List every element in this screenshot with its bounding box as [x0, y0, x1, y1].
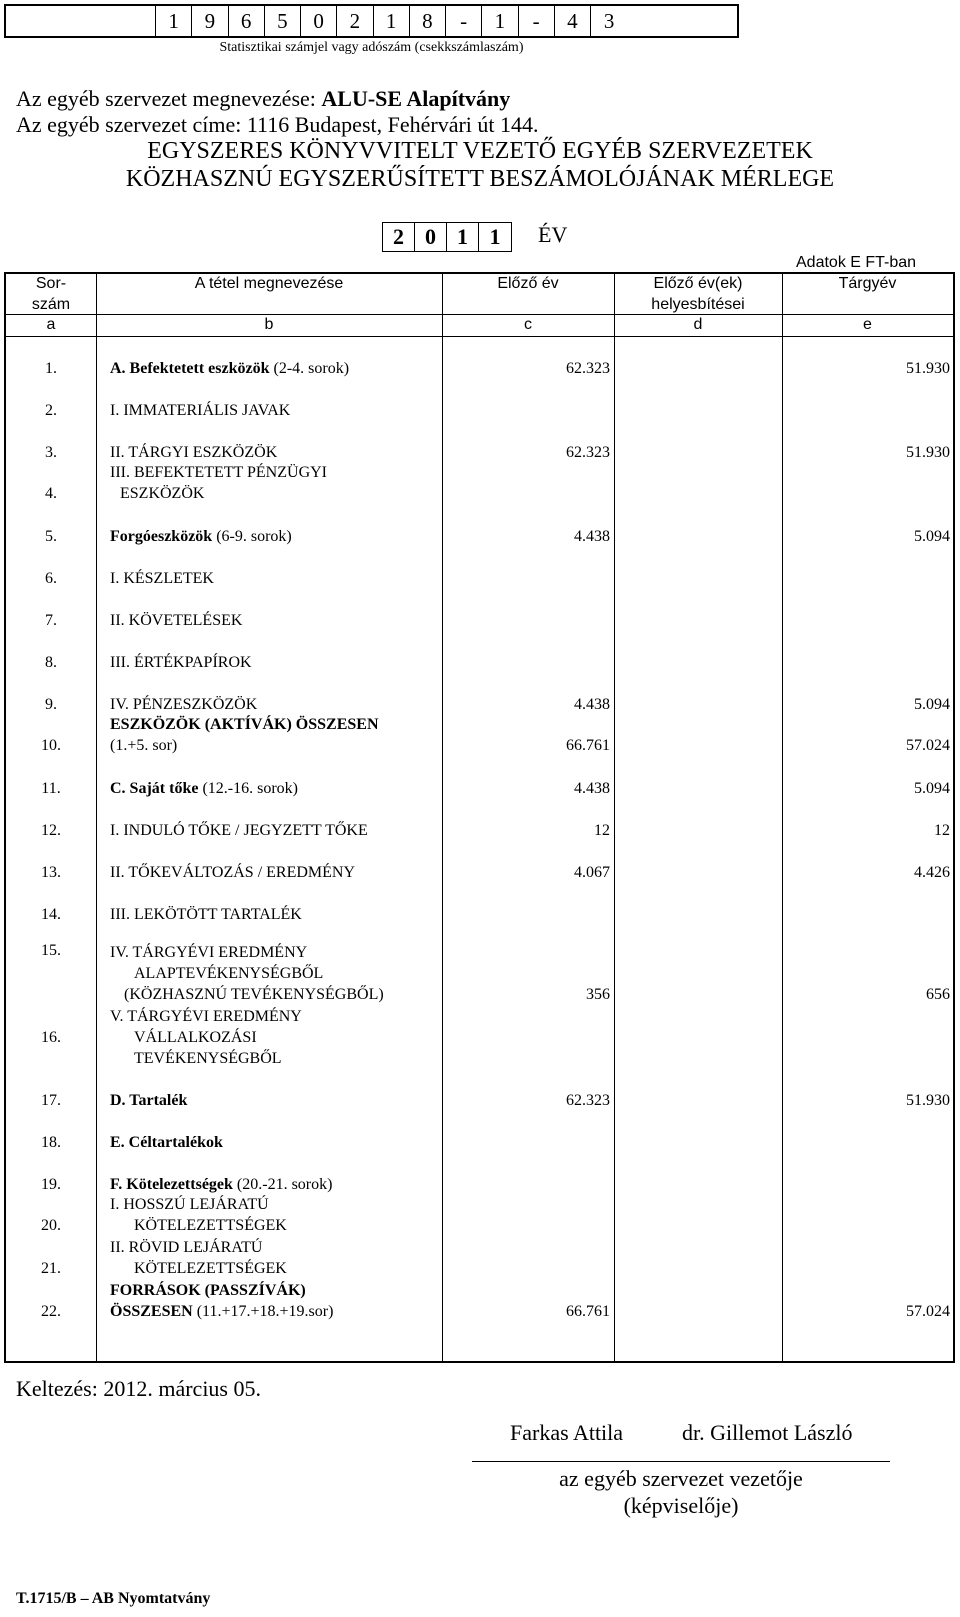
year-digit: 1 — [447, 223, 479, 251]
row-number: 20. — [41, 1217, 61, 1234]
year-digit: 0 — [415, 223, 447, 251]
row-label — [110, 1280, 440, 1322]
org-address-value: 1116 Budapest, Fehérvári út 144. — [246, 112, 539, 137]
row-number: 21. — [41, 1260, 61, 1277]
row-current-value: 51.930 — [906, 1092, 950, 1109]
row-label-text: (6-9. sorok) — [212, 528, 292, 545]
row-number: 18. — [41, 1134, 61, 1151]
signature-line — [472, 1461, 890, 1462]
row-number: 4. — [45, 485, 57, 502]
org-name-value: ALU-SE Alapítvány — [321, 86, 511, 111]
table-row — [6, 394, 953, 421]
table-row — [6, 688, 953, 715]
stat-digit: - — [519, 6, 555, 36]
stat-digit: 2 — [337, 6, 373, 36]
row-number: 1. — [45, 360, 57, 377]
row-label — [110, 778, 440, 799]
column-letter: b — [264, 316, 274, 333]
column-letter: e — [863, 316, 872, 333]
stat-digit: 0 — [301, 6, 337, 36]
row-label-line2: KÖTELEZETTSÉGEK — [134, 1217, 287, 1234]
row-current-value: 5.094 — [914, 780, 950, 797]
row-label — [110, 1237, 440, 1279]
stat-digit: 5 — [265, 6, 301, 36]
table-row — [6, 856, 953, 883]
row-label: II. KÖVETELÉSEK — [110, 612, 243, 629]
org-name-line — [16, 86, 510, 112]
stat-digit: 4 — [555, 6, 591, 36]
row-label — [110, 462, 440, 504]
year-unit: ÉV — [538, 222, 568, 247]
row-number: 9. — [45, 696, 57, 713]
table-row — [6, 436, 953, 463]
row-number: 7. — [45, 612, 57, 629]
row-number: 10. — [41, 737, 61, 754]
stat-digit: 1 — [374, 6, 410, 36]
column-letter: d — [693, 316, 703, 333]
row-label: II. TŐKEVÁLTOZÁS / EREDMÉNY — [110, 864, 356, 881]
table-row — [6, 352, 953, 379]
row-number: 11. — [41, 780, 61, 797]
row-number: 12. — [41, 822, 61, 839]
row-label-line3: (KÖZHASZNÚ TEVÉKENYSÉGBŐL) — [124, 986, 384, 1003]
table-row — [6, 1192, 953, 1236]
row-label: III. ÉRTÉKPAPÍROK — [110, 654, 252, 671]
row-label — [110, 1132, 440, 1153]
stat-digit: 1 — [482, 6, 518, 36]
units-note: Adatok E FT-ban — [796, 254, 917, 271]
org-address-label: Az egyéb szervezet címe: — [16, 112, 242, 137]
row-label-bold: F. Kötelezettségek — [110, 1176, 233, 1193]
row-number: 14. — [41, 906, 61, 923]
row-label — [110, 714, 470, 756]
stat-digit: 6 — [229, 6, 265, 36]
table-row — [6, 646, 953, 673]
row-number: 13. — [41, 864, 61, 881]
row-label: IV. PÉNZESZKÖZÖK — [110, 696, 258, 713]
row-label-bold: FORRÁSOK (PASSZÍVÁK) — [110, 1282, 306, 1299]
org-address-line — [16, 112, 539, 138]
table-row — [6, 940, 953, 1005]
row-label-line2: ESZKÖZÖK — [120, 485, 205, 502]
doc-title-line-1: EGYSZERES KÖNYVVITELT VEZETŐ EGYÉB SZERVEZETEK — [147, 138, 813, 164]
row-label-bold: A. Befektetett eszközök — [110, 360, 270, 377]
header-item-name: A tétel megnevezése — [194, 275, 344, 292]
row-label-line2: ALAPTEVÉKENYSÉGBŐL — [134, 965, 324, 982]
header-current-year: Tárgyév — [838, 275, 897, 292]
row-label-line1: IV. TÁRGYÉVI EREDMÉNY — [110, 944, 308, 961]
form-code: T.1715/B – AB Nyomtatvány — [16, 1590, 211, 1607]
stat-digit: - — [446, 6, 482, 36]
doc-title-line-2: KÖZHASZNÚ EGYSZERŰSÍTETT BESZÁMOLÓJÁNAK MÉRLEGE — [125, 166, 835, 192]
header-sor-text: Sor- — [35, 275, 67, 292]
row-label-line1: III. BEFEKTETETT PÉNZÜGYI — [110, 464, 327, 481]
table-row — [6, 898, 953, 925]
row-label: III. LEKÖTÖTT TARTALÉK — [110, 906, 302, 923]
table-row — [6, 1126, 953, 1153]
table-row — [6, 1235, 953, 1279]
row-number: 15. — [41, 942, 61, 959]
year-digit: 1 — [489, 224, 501, 249]
header-previous-year: Előző év — [497, 275, 559, 292]
table-row — [6, 712, 953, 756]
stat-number-boxes — [4, 4, 739, 38]
header-szam-text: szám — [31, 296, 71, 313]
year-boxes — [382, 222, 512, 252]
row-current-value: 4.426 — [914, 864, 950, 881]
column-letter: a — [46, 316, 56, 333]
row-label — [110, 1090, 440, 1111]
signer-name: Farkas Attila — [510, 1420, 624, 1445]
table-row — [6, 604, 953, 631]
row-label-bold: ESZKÖZÖK (AKTÍVÁK) ÖSSZESEN — [110, 716, 379, 733]
row-number: 2. — [45, 402, 57, 419]
row-label-text: (2-4. sorok) — [269, 360, 350, 377]
row-number: 22. — [41, 1303, 61, 1320]
row-current-value: 57.024 — [906, 1303, 950, 1320]
row-number: 5. — [45, 528, 57, 545]
row-label-text: (12.-16. sorok) — [198, 780, 298, 797]
row-label-text: (20.-21. sorok) — [232, 1176, 333, 1193]
row-label-text: (1.+5. sor) — [110, 737, 178, 754]
row-previous-value: 62.323 — [566, 360, 610, 377]
header-adjustments-line2: helyesbítései — [651, 296, 745, 313]
row-current-value: 12 — [934, 822, 950, 839]
row-label — [110, 1006, 440, 1069]
row-number: 8. — [45, 654, 57, 671]
stat-digit: 8 — [410, 6, 446, 36]
table-row — [6, 460, 953, 504]
row-label-line2: KÖTELEZETTSÉGEK — [134, 1260, 287, 1277]
row-previous-value: 66.761 — [566, 1303, 610, 1320]
org-name-label: Az egyéb szervezet megnevezése: — [16, 86, 316, 111]
row-label-line1: II. RÖVID LEJÁRATÚ — [110, 1239, 263, 1256]
table-row — [6, 1084, 953, 1111]
stat-digit: 1 — [156, 6, 192, 36]
row-current-value: 51.930 — [906, 360, 950, 377]
signer-name: dr. Gillemot László — [682, 1420, 853, 1445]
row-number: 17. — [41, 1092, 61, 1109]
row-label: I. IMMATERIÁLIS JAVAK — [110, 402, 291, 419]
table-row — [6, 1168, 953, 1195]
representative-label-sub: (képviselője) — [623, 1493, 739, 1518]
table-row — [6, 562, 953, 589]
header-adjustments-line1: Előző év(ek) — [653, 275, 743, 292]
date-line: Keltezés: 2012. március 05. — [16, 1376, 261, 1401]
row-label-bold: Forgóeszközök — [110, 528, 213, 545]
column-letter: c — [524, 316, 532, 333]
row-number: 3. — [45, 444, 57, 461]
row-label-bold: E. Céltartalékok — [110, 1134, 223, 1151]
row-label-line1: I. HOSSZÚ LEJÁRATÚ — [110, 1196, 269, 1213]
row-number: 16. — [41, 1029, 61, 1046]
row-previous-value: 4.438 — [574, 780, 610, 797]
table-row — [6, 772, 953, 799]
balance-sheet-table — [4, 272, 955, 1363]
row-label-bold: ÖSSZESEN — [110, 1303, 193, 1320]
header-adjustments — [614, 273, 782, 315]
row-label: I. KÉSZLETEK — [110, 570, 214, 587]
table-row — [6, 520, 953, 547]
row-label — [110, 942, 450, 1005]
row-label-bold: C. Saját tőke — [110, 780, 199, 797]
row-previous-value: 4.067 — [574, 864, 610, 881]
year-digit: 2 — [383, 223, 415, 251]
row-previous-value: 62.323 — [566, 444, 610, 461]
row-label-line3: TEVÉKENYSÉGBŐL — [134, 1050, 282, 1067]
header-divider — [6, 336, 953, 337]
row-current-value: 57.024 — [906, 737, 950, 754]
row-previous-value: 4.438 — [574, 696, 610, 713]
row-label-text: (11.+17.+18.+19.sor) — [192, 1303, 334, 1320]
row-current-value: 5.094 — [914, 528, 950, 545]
row-current-value: 656 — [926, 986, 950, 1003]
header-sorszam — [6, 273, 96, 315]
row-label — [110, 1194, 440, 1236]
row-label: I. INDULÓ TŐKE / JEGYZETT TŐKE — [110, 822, 368, 839]
stat-number-blank-cell — [6, 6, 156, 36]
row-previous-value: 356 — [586, 986, 610, 1003]
row-current-value: 51.930 — [906, 444, 950, 461]
row-label — [110, 526, 440, 547]
row-previous-value: 12 — [594, 822, 610, 839]
row-label — [110, 358, 440, 379]
row-number: 19. — [41, 1176, 61, 1193]
row-previous-value: 4.438 — [574, 528, 610, 545]
row-label: II. TÁRGYI ESZKÖZÖK — [110, 444, 278, 461]
row-previous-value: 66.761 — [566, 737, 610, 754]
stat-digit: 9 — [192, 6, 228, 36]
stat-digit: 3 — [603, 8, 615, 33]
row-previous-value: 62.323 — [566, 1092, 610, 1109]
table-row — [6, 1278, 953, 1322]
row-label-line1: V. TÁRGYÉVI EREDMÉNY — [110, 1008, 302, 1025]
table-row — [6, 1005, 953, 1069]
table-row — [6, 814, 953, 841]
representative-label: az egyéb szervezet vezetője — [559, 1466, 803, 1491]
row-number: 6. — [45, 570, 57, 587]
row-current-value: 5.094 — [914, 696, 950, 713]
row-label-line2: VÁLLALKOZÁSI — [134, 1029, 257, 1046]
row-label-bold: D. Tartalék — [110, 1092, 188, 1109]
stat-number-caption: Statisztikai számjel vagy adószám (csekkszámlaszám) — [219, 40, 524, 55]
